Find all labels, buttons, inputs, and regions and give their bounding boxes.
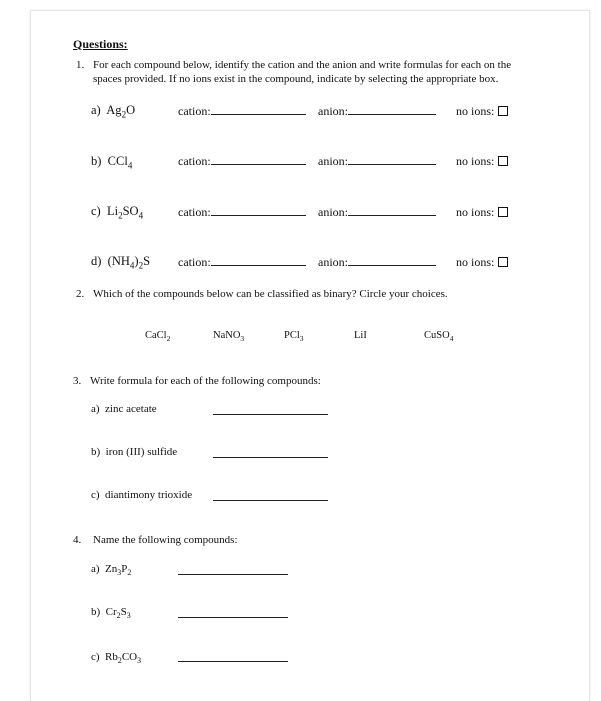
- q1a-cation: [178, 104, 306, 119]
- cation-label: cation:: [178, 255, 211, 269]
- choice-cacl2[interactable]: CaCl$_2$: [145, 330, 171, 344]
- page-title: Questions:: [73, 37, 128, 51]
- q1-item-a: [91, 103, 135, 118]
- q1b-cation: [178, 154, 306, 169]
- anion-label: anion:: [318, 255, 348, 269]
- q3-item-b: b) iron (III) sulfide: [91, 446, 178, 458]
- anion-answer-line[interactable]: [348, 265, 436, 266]
- anion-answer-line[interactable]: [348, 164, 436, 165]
- formula: $Li_2SO_4$: [106, 204, 144, 221]
- q4c-answer-line[interactable]: [178, 661, 288, 662]
- q1d-noions: [456, 255, 508, 270]
- anion-label: anion:: [318, 154, 348, 168]
- q3c-answer-line[interactable]: [213, 500, 328, 501]
- item-letter: c): [91, 204, 101, 218]
- question-3-number: 3.: [73, 375, 82, 387]
- q1b-anion: [318, 154, 436, 169]
- formula: $Rb_2CO_3$: [105, 651, 142, 666]
- formula: $Ag_2O$: [106, 103, 136, 120]
- cation-label: cation:: [178, 154, 211, 168]
- q3-item-c: c) diantimony trioxide: [91, 489, 193, 501]
- q1c-cation: [178, 205, 306, 220]
- q3a-answer-line[interactable]: [213, 414, 328, 415]
- no-ions-checkbox[interactable]: [498, 156, 508, 166]
- q1c-anion: [318, 205, 436, 220]
- q4b-answer-line[interactable]: [178, 617, 288, 618]
- q4-item-b: b) $Cr_2S_3$: [91, 606, 131, 621]
- choice-cuso4[interactable]: CuSO$_4$: [424, 330, 454, 344]
- q4-item-c: c) $Rb_2CO_3$: [91, 651, 142, 666]
- no-ions-checkbox[interactable]: [498, 106, 508, 116]
- question-2-text: Which of the compounds below can be classified as binary? Circle your choices.: [93, 288, 448, 300]
- compound-name: iron (III) sulfide: [105, 446, 178, 458]
- cation-answer-line[interactable]: [211, 164, 306, 165]
- q4-item-a: a) $Zn_3P_2$: [91, 563, 132, 578]
- choice-nano3[interactable]: NaNO$_3$: [213, 330, 245, 344]
- q1a-noions: [456, 104, 508, 119]
- cation-label: cation:: [178, 104, 211, 118]
- no-ions-checkbox[interactable]: [498, 207, 508, 217]
- q1-item-c: [91, 204, 143, 219]
- question-1-number: 1.: [76, 59, 85, 71]
- compound-name: diantimony trioxide: [105, 489, 193, 501]
- q1d-anion: [318, 255, 436, 270]
- item-letter: d): [91, 254, 102, 268]
- no-ions-label: no ions:: [456, 255, 495, 269]
- cation-answer-line[interactable]: [211, 265, 306, 266]
- q1-item-d: [91, 254, 150, 269]
- q1c-noions: [456, 205, 508, 220]
- anion-label: anion:: [318, 104, 348, 118]
- q1d-cation: [178, 255, 306, 270]
- cation-label: cation:: [178, 205, 211, 219]
- formula: CCl$_4$: [107, 154, 133, 171]
- q4a-answer-line[interactable]: [178, 574, 288, 575]
- formula: $(NH_4)_2S$: [107, 254, 151, 271]
- no-ions-checkbox[interactable]: [498, 257, 508, 267]
- formula: $Zn_3P_2$: [105, 563, 132, 578]
- item-letter: a): [91, 103, 101, 117]
- no-ions-label: no ions:: [456, 154, 495, 168]
- q1a-anion: [318, 104, 436, 119]
- compound-name: zinc acetate: [105, 403, 157, 415]
- anion-label: anion:: [318, 205, 348, 219]
- question-2-number: 2.: [76, 288, 85, 300]
- cation-answer-line[interactable]: [211, 215, 306, 216]
- anion-answer-line[interactable]: [348, 215, 436, 216]
- formula: $Cr_2S_3$: [105, 606, 131, 621]
- question-4-text: Name the following compounds:: [93, 534, 238, 546]
- q3-item-a: a) zinc acetate: [91, 403, 157, 415]
- anion-answer-line[interactable]: [348, 114, 436, 115]
- cation-answer-line[interactable]: [211, 114, 306, 115]
- choice-lii[interactable]: LiI: [354, 330, 367, 341]
- question-4-number: 4.: [73, 534, 82, 546]
- q3b-answer-line[interactable]: [213, 457, 328, 458]
- question-1-text-line1: For each compound below, identify the cation and the anion and write formulas for each on the: [93, 59, 512, 71]
- item-letter: b): [91, 154, 102, 168]
- no-ions-label: no ions:: [456, 205, 495, 219]
- q1b-noions: [456, 154, 508, 169]
- choice-pcl3[interactable]: PCl$_3$: [284, 330, 304, 344]
- q1-item-b: [91, 154, 132, 169]
- no-ions-label: no ions:: [456, 104, 495, 118]
- question-1-text-line2: spaces provided. If no ions exist in the compound, indicate by selecting the appropriate box.: [93, 73, 499, 85]
- question-3-text: Write formula for each of the following compounds:: [90, 375, 321, 387]
